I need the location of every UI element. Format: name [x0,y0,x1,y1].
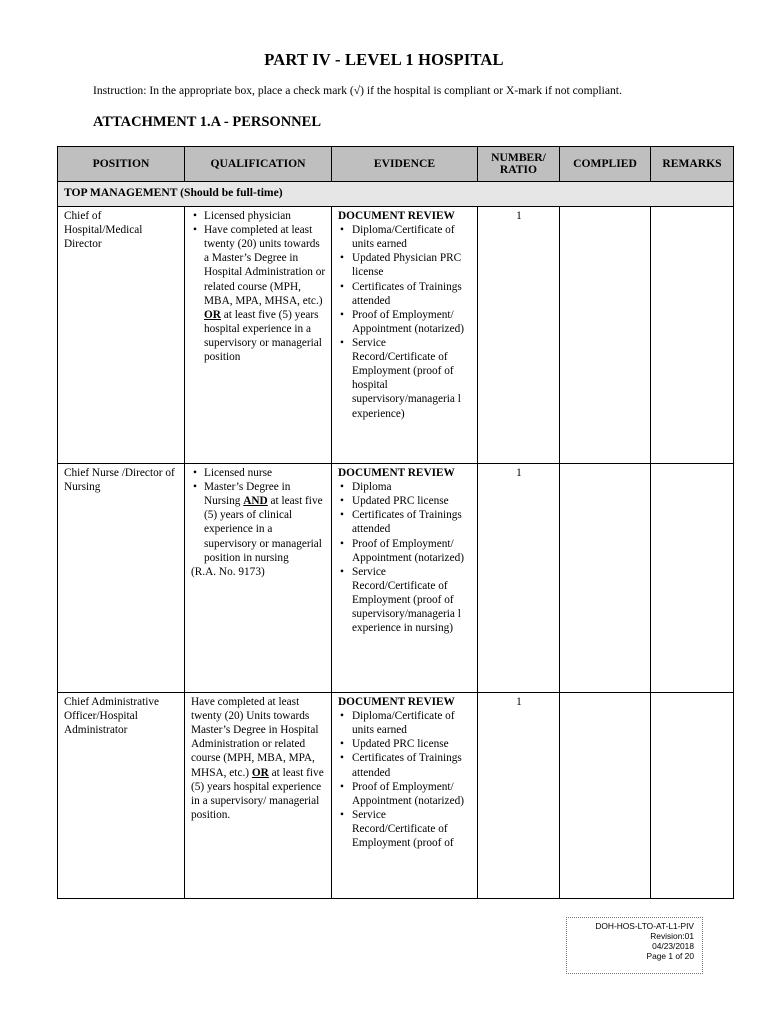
page-number: Page 1 of 20 [646,950,694,961]
col-header-number-ratio: NUMBER/ RATIO [478,147,560,182]
evidence-heading: DOCUMENT REVIEW [338,696,455,708]
position-cell: Chief of Hospital/Medical Director [58,207,185,464]
header-row [58,147,734,182]
evidence-item: • Service Record/Certificate of Employment (proof of [338,808,472,850]
section-row-top-management [58,182,734,207]
complied-cell[interactable] [560,207,651,464]
remarks-cell[interactable] [651,464,734,693]
position-cell: Chief Nurse /Director of Nursing [58,464,185,693]
evidence-item: • Updated PRC license [338,737,472,751]
evidence-item: • Certificates of Trainings attended [338,508,472,536]
table-row [58,693,734,899]
evidence-item: • Diploma [338,480,472,494]
qualification-cell: Have completed at least twenty (20) Units towards Master’s Degree in Hospital Administration or related course (MPH, MBA, MPA, MHSA, etc.) OR at least five (5) years hospital experience in a supervisory/ managerial position. [185,693,332,899]
col-header-complied: COMPLIED [560,147,651,182]
evidence-item: • Diploma/Certificate of units earned [338,223,472,251]
qualification-cell [185,464,332,693]
evidence-item: • Proof of Employment/ Appointment (notarized) [338,537,472,565]
evidence-item: • Service Record/Certificate of Employment (proof of supervisory/manageria l experience in nursing) [338,565,472,636]
evidence-heading: DOCUMENT REVIEW [338,210,455,222]
table-row [58,464,734,693]
evidence-item: • Certificates of Trainings attended [338,280,472,308]
evidence-cell [332,207,478,464]
number-ratio-cell: 1 [478,207,560,464]
col-header-remarks: REMARKS [651,147,734,182]
remarks-cell[interactable] [651,693,734,899]
col-header-evidence: EVIDENCE [332,147,478,182]
qualification-cell [185,207,332,464]
col-header-position: POSITION [58,147,185,182]
evidence-item: • Updated Physician PRC license [338,251,472,279]
complied-cell[interactable] [560,464,651,693]
remarks-cell[interactable] [651,207,734,464]
evidence-cell [332,464,478,693]
instruction-text: Instruction: In the appropriate box, place a check mark (√) if the hospital is compliant or X-mark if not compliant. [93,84,622,97]
position-cell: Chief Administrative Officer/Hospital Administrator [58,693,185,899]
document-control-box [566,917,703,974]
evidence-item: • Certificates of Trainings attended [338,751,472,779]
personnel-table [57,146,734,899]
table-row [58,207,734,464]
evidence-item: • Service Record/Certificate of Employment (proof of hospital supervisory/manageria l experience) [338,336,472,421]
evidence-item: • Updated PRC license [338,494,472,508]
evidence-cell [332,693,478,899]
evidence-item: • Diploma/Certificate of units earned [338,709,472,737]
qualification-item: • Licensed physician [191,209,326,223]
attachment-title: ATTACHMENT 1.A - PERSONNEL [93,114,321,130]
evidence-heading: DOCUMENT REVIEW [338,467,455,479]
col-header-qualification: QUALIFICATION [185,147,332,182]
complied-cell[interactable] [560,693,651,899]
revision-date: 04/23/2018 [652,940,694,951]
section-label: TOP MANAGEMENT (Should be full-time) [58,182,734,207]
number-ratio-cell: 1 [478,693,560,899]
evidence-item: • Proof of Employment/ Appointment (notarized) [338,780,472,808]
qualification-item: • Master’s Degree in Nursing AND at least five (5) years of clinical experience in a supervisory or managerial position in nursing [191,480,326,565]
revision-label: Revision:01 [650,930,694,941]
qualification-item: • Licensed nurse [191,466,326,480]
qualification-note: (R.A. No. 9173) [191,565,265,578]
qualification-item: • Have completed at least twenty (20) units towards a Master’s Degree in Hospital Administration or related course (MPH, MBA, MPA, MHSA, etc.) OR at least five (5) years hospital experience in a supervisory or managerial position [191,223,326,364]
document-code: DOH-HOS-LTO-AT-L1-PIV [595,921,694,931]
number-ratio-cell: 1 [478,464,560,693]
page-title: PART IV - LEVEL 1 HOSPITAL [264,50,504,69]
evidence-item: • Proof of Employment/ Appointment (notarized) [338,308,472,336]
